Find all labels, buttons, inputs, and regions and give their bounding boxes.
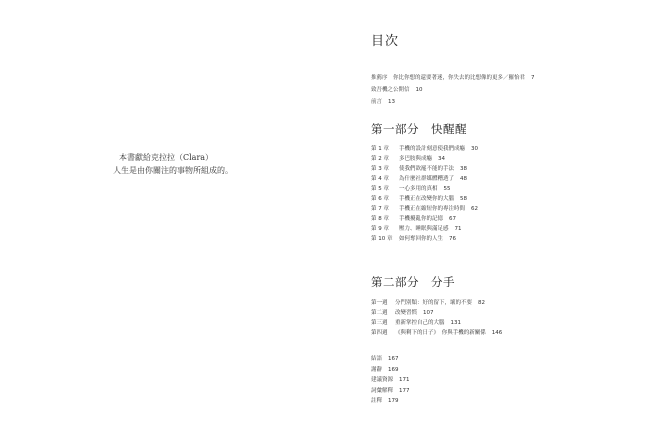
week-entry[interactable]: 第三週 重新掌控自己的大腦 131 xyxy=(371,320,462,326)
page-number: 177 xyxy=(399,387,410,394)
page-number: 67 xyxy=(449,216,457,222)
toc-entry[interactable]: 註釋 179 xyxy=(371,398,399,404)
page-number: 169 xyxy=(388,366,399,373)
page-number: 82 xyxy=(478,300,486,306)
toc-entry[interactable]: 詞彙解釋 177 xyxy=(371,387,410,394)
dedication-line-1: 本書獻給克拉拉（Clara） xyxy=(119,153,214,162)
dedication-line-2: 人生是由你關注的事物所組成的。 xyxy=(113,166,233,175)
chapter-entry[interactable]: 第 9 章 壓力、睡眠與滿足感 71 xyxy=(371,226,462,232)
page-number: 146 xyxy=(491,330,503,336)
page-number: 107 xyxy=(423,310,434,316)
back-matter-list xyxy=(371,354,410,407)
right-page xyxy=(325,0,650,439)
toc-entry[interactable]: 結語 167 xyxy=(371,356,399,362)
chapter-entry[interactable]: 第 8 章 手機擾亂你的記憶 67 xyxy=(371,216,457,222)
chapter-entry[interactable]: 第 4 章 為什麼社群媒體糟透了 48 xyxy=(371,176,468,182)
part-2-week-list xyxy=(371,298,502,338)
page-number: 58 xyxy=(460,196,468,202)
part-1-heading: 第一部分 快醒醒 xyxy=(371,122,467,136)
chapter-entry[interactable]: 第 10 章 如何奪回你的人生 76 xyxy=(371,236,457,242)
page-number: 71 xyxy=(454,226,462,232)
part-2-heading: 第二部分 分手 xyxy=(371,275,455,289)
week-entry[interactable]: 第一週 分門別類：好的留下，壞的不要 82 xyxy=(371,300,486,306)
page-number: 171 xyxy=(399,377,410,383)
week-entry[interactable]: 第四週 《與剩下的日子》 你與手機的新關係 146 xyxy=(371,330,503,336)
toc-title: 目次 xyxy=(371,34,400,49)
chapter-entry[interactable]: 第 1 章 手機的設計刻意使我們成癮 30 xyxy=(371,146,479,152)
page-number: 179 xyxy=(388,398,399,404)
chapter-entry[interactable]: 第 7 章 手機正在縮短你的專注時間 62 xyxy=(371,206,479,212)
page-number: 55 xyxy=(443,186,451,192)
page-number: 13 xyxy=(388,99,396,105)
part-1-chapter-list xyxy=(371,144,478,244)
page-number: 76 xyxy=(449,236,457,242)
page-number: 62 xyxy=(471,206,479,212)
page-number: 10 xyxy=(415,87,423,93)
chapter-entry[interactable]: 第 5 章 一心多用的真相 55 xyxy=(371,186,451,192)
toc-entry[interactable]: 前言 13 xyxy=(371,99,396,105)
page-number: 48 xyxy=(460,176,468,182)
toc-entry[interactable]: 謝辭 169 xyxy=(371,366,399,373)
toc-entry[interactable]: 建議資源 171 xyxy=(371,377,410,383)
week-entry[interactable]: 第二週 改變習慣 107 xyxy=(371,310,434,316)
page-number: 7 xyxy=(531,75,535,81)
toc-entry[interactable]: 推薦序 你比你想的還要著迷，你失去的比想像的更多／羅怡君 7 xyxy=(371,75,535,81)
chapter-entry[interactable]: 第 3 章 使我們欲罷不能的手法 38 xyxy=(371,166,468,172)
front-matter-list xyxy=(371,72,535,108)
page-number: 30 xyxy=(471,146,479,152)
page-number: 38 xyxy=(460,166,468,172)
dedication xyxy=(113,151,303,177)
page-number: 167 xyxy=(388,356,399,362)
page-number: 131 xyxy=(450,320,462,326)
toc-entry[interactable]: 致吾機之公開信 10 xyxy=(371,87,423,93)
chapter-entry[interactable]: 第 6 章 手機正在改變你的大腦 58 xyxy=(371,196,468,202)
chapter-entry[interactable]: 第 2 章 多巴胺與成癮 34 xyxy=(371,156,446,162)
page-number: 34 xyxy=(438,156,446,162)
